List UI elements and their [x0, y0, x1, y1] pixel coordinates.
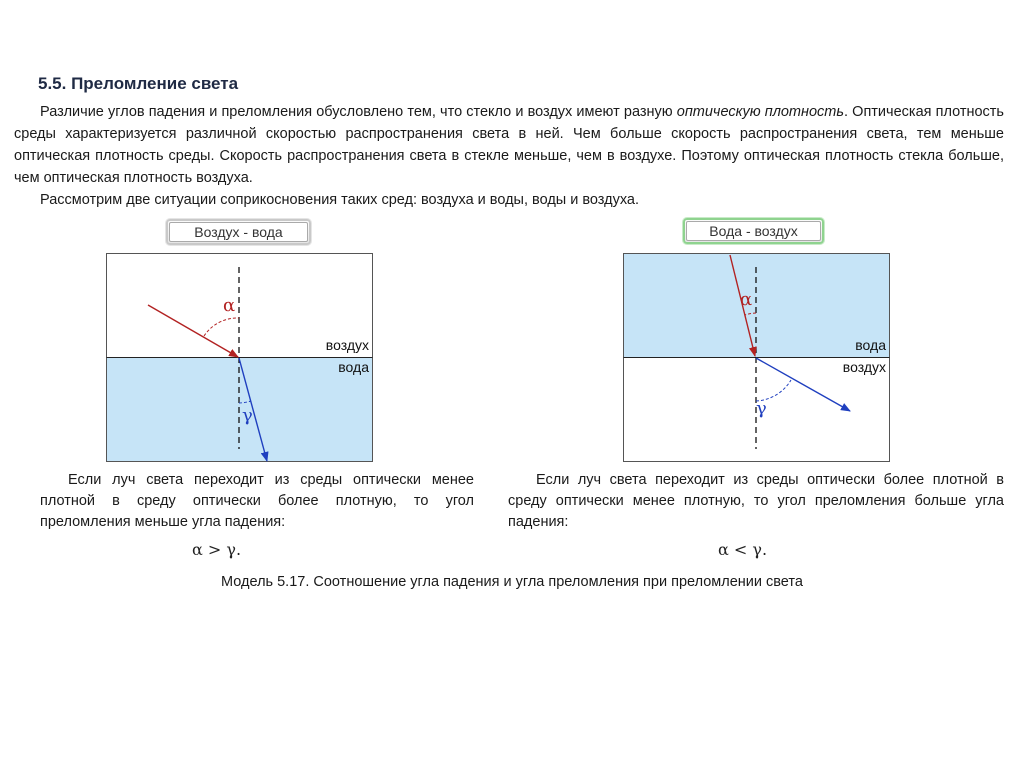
refraction-angle-label: γ	[756, 398, 767, 419]
situations-paragraph: Рассмотрим две ситуации соприкосновения таких сред: воздуха и воды, воды и воздуха.	[40, 192, 640, 208]
caption-air-water-text: Если луч света переходит из среды оптически менее плотной в среду оптически более плотную, то угол преломления меньше угла падения:	[40, 472, 474, 530]
model-caption: Модель 5.17. Соотношение угла падения и угла преломления при преломлении света	[221, 574, 803, 590]
caption-water-air-text: Если луч света переходит из среды оптически более плотной в среду оптически менее плотную, то угол преломления больше угла падения:	[508, 472, 1004, 530]
intro-paragraph	[14, 101, 1004, 189]
diagram-air-water	[106, 253, 374, 464]
caption-air-water	[40, 470, 474, 533]
incidence-angle-label: α	[223, 295, 236, 316]
caption-water-air	[508, 470, 1004, 533]
section-title: 5.5. Преломление света	[38, 74, 239, 93]
upper-medium-label: вода	[855, 337, 886, 353]
refraction-angle-label: γ	[242, 405, 253, 426]
formula-water-air: α < γ.	[718, 540, 768, 559]
tab-water-air[interactable]	[683, 218, 824, 244]
upper-medium-label: воздух	[325, 337, 369, 353]
tab-water-air-label: Вода - воздух	[686, 221, 821, 241]
lower-medium-label: вода	[338, 359, 369, 375]
intro-text-part2: . Оптическая плотность среды характеризуется различной скоростью распространения света в ней. Чем больше скорость распространения света, тем меньше оптическая плотность среды. Скорость распространения света в стекле меньше, чем в воздухе. Поэтому оптическая плотность стекла больше, чем оптическая плотность воздуха.	[14, 104, 1004, 186]
intro-text-part1: Различие углов падения и преломления обусловлено тем, что стекло и воздух имеют разную	[40, 104, 677, 120]
diagram-water-air	[623, 253, 891, 464]
tab-air-water-label: Воздух - вода	[169, 222, 308, 242]
intro-emphasis: оптическую плотность	[676, 104, 845, 120]
formula-air-water: α > γ.	[192, 540, 242, 559]
lower-medium-label: воздух	[842, 359, 886, 375]
tab-air-water[interactable]	[166, 219, 311, 245]
incidence-angle-label: α	[740, 289, 753, 310]
